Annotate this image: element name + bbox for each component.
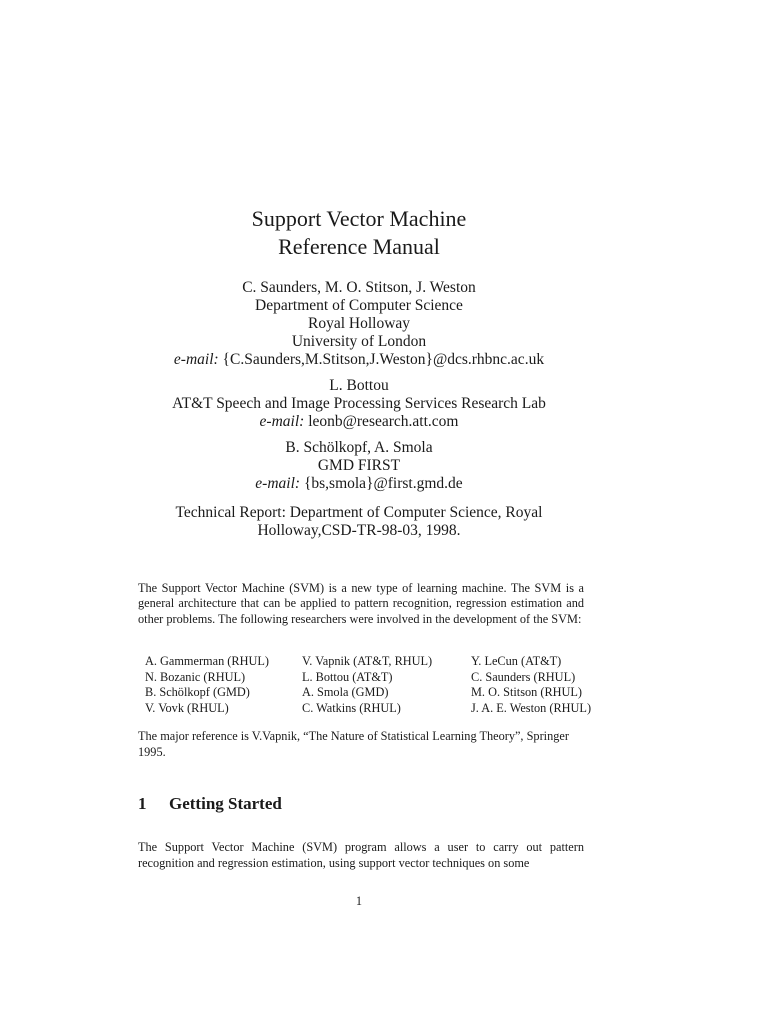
author-names: C. Saunders, M. O. Stitson, J. Weston — [242, 279, 476, 296]
email-label: e-mail: — [259, 413, 305, 430]
technical-report — [0, 504, 768, 540]
affiliation-line: Department of Computer Science — [255, 297, 463, 314]
researcher-entry: C. Saunders (RHUL) — [471, 669, 576, 684]
section-number: 1 — [138, 794, 147, 813]
researcher-entry: A. Smola (GMD) — [302, 685, 389, 699]
abstract-paragraph: The Support Vector Machine (SVM) is a new type of learning machine. The SVM is a general architecture that can be applied to pattern recognition, regression estimation and other problems. The following researchers were involved in the development of the SVM: — [138, 581, 584, 626]
affiliation-line: AT&T Speech and Image Processing Services Research Lab — [172, 395, 546, 412]
researcher-entry: J. A. E. Weston (RHUL) — [471, 700, 592, 715]
researcher-entry: L. Bottou (AT&T) — [302, 669, 393, 684]
researcher-entry: Y. LeCun (AT&T) — [471, 654, 562, 668]
researcher-entry: A. Gammerman (RHUL) — [145, 654, 269, 668]
researcher-entry: V. Vovk (RHUL) — [145, 700, 229, 715]
section-title: Getting Started — [169, 794, 282, 813]
email-line — [0, 475, 768, 493]
email-address: leonb@research.att.com — [308, 413, 459, 430]
author-names: L. Bottou — [329, 377, 389, 394]
researcher-entry: B. Schölkopf (GMD) — [145, 685, 250, 699]
researcher-entry: V. Vapnik (AT&T, RHUL) — [302, 654, 433, 668]
body-paragraph: The Support Vector Machine (SVM) program allows a user to carry out pattern recognition and regression estimation, using support vector techniques on some — [138, 840, 584, 870]
researcher-entry: C. Watkins (RHUL) — [302, 700, 401, 715]
affiliation-line: Royal Holloway — [307, 315, 411, 332]
email-address: {C.Saunders,M.Stitson,J.Weston}@dcs.rhbnc.ac.uk — [222, 351, 545, 368]
email-label: e-mail: — [173, 351, 219, 368]
author-group-3 — [0, 439, 768, 493]
document-title — [0, 205, 768, 261]
email-line — [0, 351, 768, 369]
affiliation-line: GMD FIRST — [317, 457, 401, 474]
title-line-1: Support Vector Machine — [251, 206, 467, 231]
researchers-column-2 — [302, 654, 432, 716]
author-names: B. Schölkopf, A. Smola — [285, 439, 433, 456]
email-label: e-mail: — [255, 475, 301, 492]
report-line-1: Technical Report: Department of Computer Science, Royal — [175, 504, 543, 521]
email-line — [0, 413, 768, 431]
researchers-column-3 — [471, 654, 591, 716]
researcher-entry: N. Bozanic (RHUL) — [145, 669, 246, 684]
major-reference: The major reference is V.Vapnik, “The Nature of Statistical Learning Theory”, Springer 1995. — [138, 729, 569, 759]
affiliation-line: University of London — [291, 333, 427, 350]
report-line-2: Holloway,CSD-TR-98-03, 1998. — [257, 522, 461, 539]
researcher-entry: M. O. Stitson (RHUL) — [471, 685, 583, 699]
section-heading — [138, 794, 282, 814]
researchers-column-1 — [145, 654, 269, 716]
email-address: {bs,smola}@first.gmd.de — [303, 475, 463, 492]
author-group-1 — [0, 279, 768, 369]
title-line-2: Reference Manual — [278, 234, 440, 259]
author-group-2 — [0, 377, 768, 431]
page-number: 1 — [355, 894, 363, 908]
authors-block — [0, 279, 768, 501]
